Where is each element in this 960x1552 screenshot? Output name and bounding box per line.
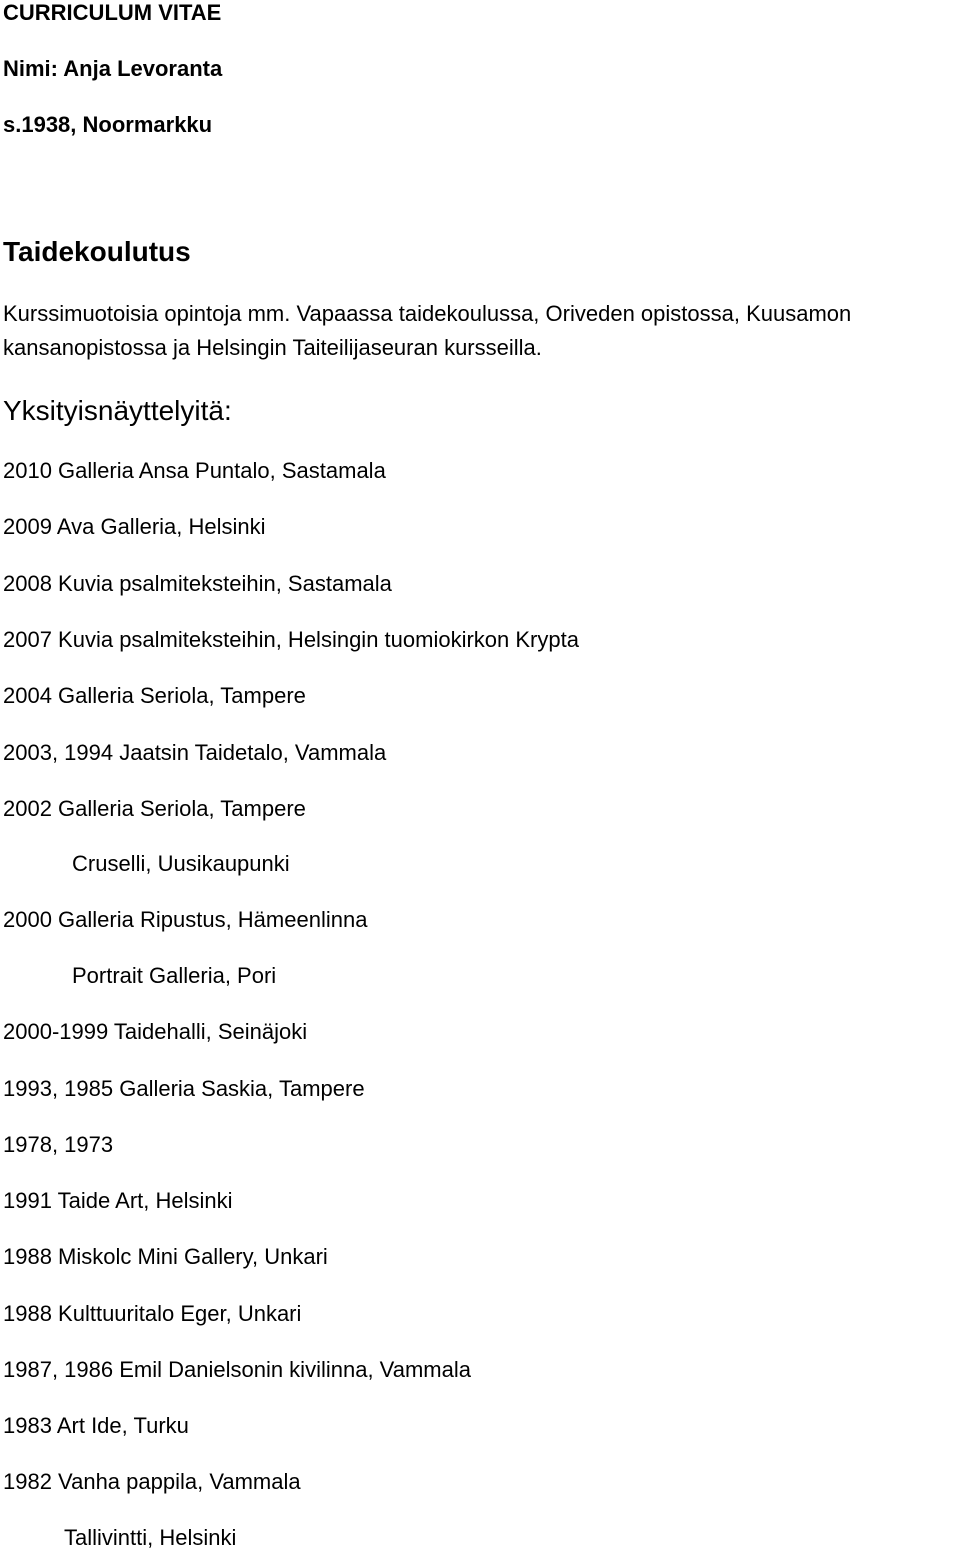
list-item: Portrait Galleria, Pori (72, 963, 277, 988)
education-text-line-1: Kurssimuotoisia opintoja mm. Vapaassa taidekoulussa, Oriveden opistossa, Kuusamon (3, 301, 852, 326)
list-item: 1983 Art Ide, Turku (3, 1413, 189, 1438)
list-item: 1982 Vanha pappila, Vammala (3, 1469, 301, 1494)
list-item: 1988 Kulttuuritalo Eger, Unkari (3, 1301, 302, 1326)
list-item: 1988 Miskolc Mini Gallery, Unkari (3, 1244, 328, 1269)
list-item: 2003, 1994 Jaatsin Taidetalo, Vammala (3, 740, 387, 765)
cv-title: CURRICULUM VITAE (3, 0, 222, 25)
list-item: 2000-1999 Taidehalli, Seinäjoki (3, 1019, 308, 1044)
list-item: 2000 Galleria Ripustus, Hämeenlinna (3, 907, 368, 932)
list-item: 2008 Kuvia psalmiteksteihin, Sastamala (3, 571, 392, 596)
education-title: Taidekoulutus (3, 236, 191, 267)
list-item: 1993, 1985 Galleria Saskia, Tampere (3, 1076, 365, 1101)
list-item: Cruselli, Uusikaupunki (72, 851, 290, 876)
list-item: 1991 Taide Art, Helsinki (3, 1188, 233, 1213)
list-item: 1987, 1986 Emil Danielsonin kivilinna, Vammala (3, 1357, 471, 1382)
list-item: 1978, 1973 (3, 1132, 114, 1157)
list-item: 2002 Galleria Seriola, Tampere (3, 796, 306, 821)
education-text-line-2: kansanopistossa ja Helsingin Taiteilijaseuran kursseilla. (3, 335, 542, 360)
list-item: 2007 Kuvia psalmiteksteihin, Helsingin tuomiokirkon Krypta (3, 627, 579, 652)
list-item: Tallivintti, Helsinki (64, 1525, 237, 1550)
name-line: Nimi: Anja Levoranta (3, 56, 223, 81)
list-item: 2009 Ava Galleria, Helsinki (3, 514, 266, 539)
list-item: 2010 Galleria Ansa Puntalo, Sastamala (3, 458, 386, 483)
birth-line: s.1938, Noormarkku (3, 112, 213, 137)
list-item: 2004 Galleria Seriola, Tampere (3, 683, 306, 708)
exhibitions-title: Yksityisnäyttelyitä: (3, 395, 232, 426)
